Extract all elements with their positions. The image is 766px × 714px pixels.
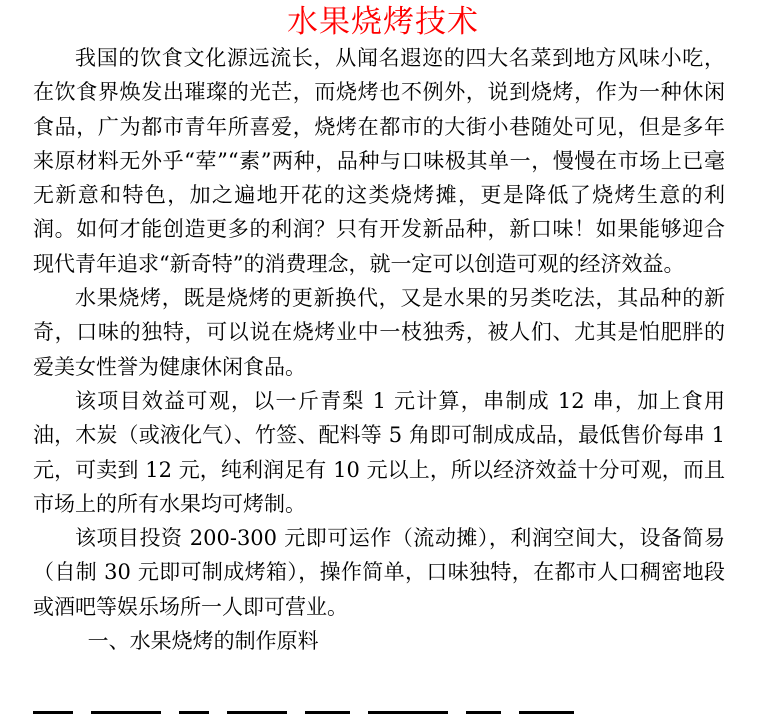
- document-title: 水果烧烤技术: [287, 4, 479, 40]
- section-heading: 一、水果烧烤的制作原料: [87, 629, 319, 654]
- paragraph-profit: 该项目效益可观，以一斤青梨 1 元计算，串制成 12 串，加上食用油，木炭（或液化气）、竹签、配料等 5 角即可制成成品，最低售价每串 1 元，可卖到 12 元，纯利润足有 10 元以上，所以经济效益十分可观，而且市场上的所有水果均可烤制。: [33, 388, 725, 516]
- paragraph-investment: 该项目投资 200-300 元即可运作（流动摊），利润空间大，设备简易（自制 30 元即可制成烤箱），操作简单，口味独特，在都市人口稠密地段或酒吧等娱乐场所一人即可营业。: [33, 526, 725, 619]
- paragraph-intro: 我国的饮食文化源远流长，从闻名遐迩的四大名菜到地方风味小吃，在饮食界焕发出璀璨的光芒，而烧烤也不例外，说到烧烤，作为一种休闲食品，广为都市青年所喜爱，烧烤在都市的大街小巷随处可见，但是多年来原材料无外乎“荤”“素”两种，品种与口味极其单一，慢慢在市场上已毫无新意和特色，加之遍地开花的这类烧烤摊，更是降低了烧烤生意的利润。如何才能创造更多的利润？只有开发新品种，新口味！如果能够迎合现代青年追求“新奇特”的消费理念，就一定可以创造可观的经济效益。: [33, 46, 725, 276]
- paragraph-fruit-bbq: 水果烧烤，既是烧烤的更新换代，又是水果的另类吃法，其品种的新奇，口味的独特，可以说在烧烤业中一枝独秀，被人们、尤其是怕肥胖的爱美女性誉为健康休闲食品。: [33, 286, 725, 379]
- cut-off-text-line: [33, 703, 725, 714]
- document-body: [33, 41, 725, 658]
